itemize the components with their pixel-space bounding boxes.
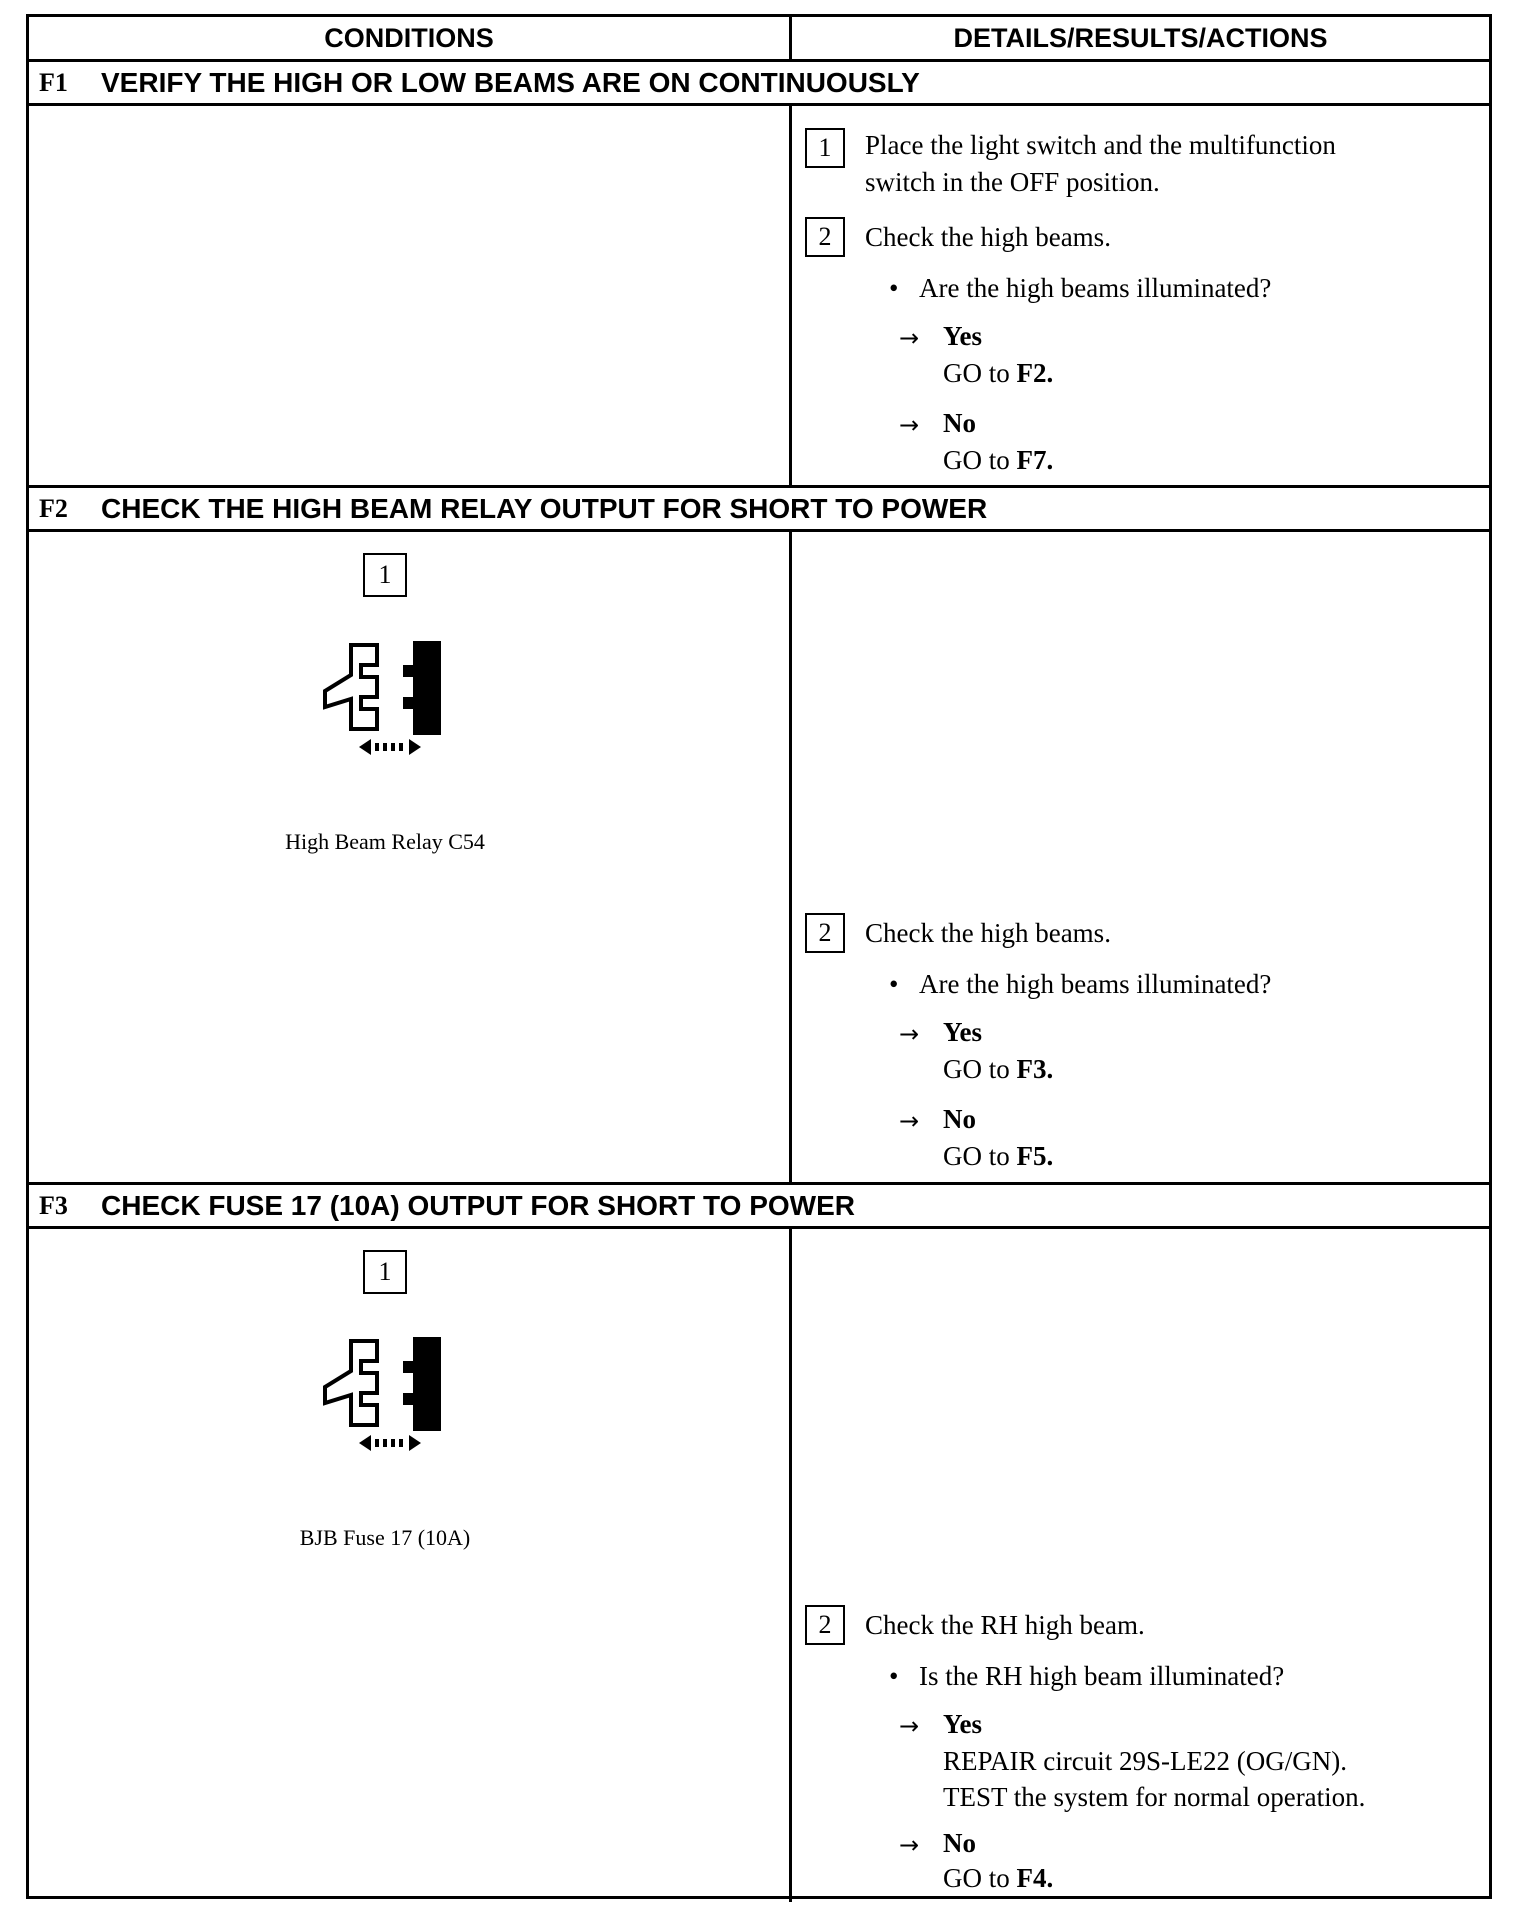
yes-action: GO to F2. — [943, 358, 1054, 388]
section-title: CHECK FUSE 17 (10A) OUTPUT FOR SHORT TO POWER — [101, 1189, 855, 1221]
section-header-f3 — [29, 1185, 1489, 1229]
no-label: No — [943, 1104, 976, 1134]
step-number-box: 2 — [805, 217, 845, 257]
step-number-box: 2 — [805, 913, 845, 953]
question-text: Is the RH high beam illuminated? — [919, 1661, 1285, 1691]
step-text: Check the high beams. — [865, 222, 1111, 252]
column-divider — [789, 17, 792, 62]
conditions-header: CONDITIONS — [324, 22, 494, 53]
arrow-right-icon: → — [899, 1107, 920, 1135]
column-divider — [789, 532, 792, 1185]
section-id: F3 — [39, 1190, 68, 1220]
no-action: GO to F7. — [943, 445, 1054, 475]
arrow-right-icon: → — [899, 1020, 920, 1048]
section-header-f2 — [29, 488, 1489, 532]
bullet-icon: • — [889, 1661, 899, 1691]
step-number-box: 1 — [363, 1250, 407, 1294]
section-id: F2 — [39, 493, 68, 523]
yes-label: Yes — [943, 1017, 982, 1047]
yes-label: Yes — [943, 321, 982, 351]
connector-disconnect-icon — [315, 1331, 455, 1455]
question-text: Are the high beams illuminated? — [919, 969, 1272, 999]
yes-action: GO to F3. — [943, 1054, 1054, 1084]
section-title: CHECK THE HIGH BEAM RELAY OUTPUT FOR SHORT TO POWER — [101, 492, 988, 524]
step-number-box: 1 — [363, 553, 407, 597]
connector-disconnect-icon — [315, 635, 455, 759]
bullet-icon: • — [889, 969, 899, 999]
arrow-right-icon: → — [899, 411, 920, 439]
figure-caption: BJB Fuse 17 (10A) — [299, 1525, 471, 1550]
step-text: Check the RH high beam. — [865, 1610, 1145, 1640]
section-title: VERIFY THE HIGH OR LOW BEAMS ARE ON CONTINUOUSLY — [101, 66, 920, 98]
details-header: DETAILS/RESULTS/ACTIONS — [953, 22, 1328, 53]
no-action: GO to F5. — [943, 1141, 1054, 1171]
step-text: Place the light switch and the multifunction switch in the OFF position. — [865, 130, 1336, 197]
section-header-f1 — [29, 62, 1489, 106]
bullet-icon: • — [889, 273, 899, 303]
step-text: Check the high beams. — [865, 918, 1111, 948]
arrow-right-icon: → — [899, 324, 920, 352]
arrow-right-icon: → — [899, 1831, 920, 1859]
section-id: F1 — [39, 67, 68, 97]
column-divider — [789, 106, 792, 488]
no-label: No — [943, 1828, 976, 1858]
diagnostic-table — [26, 14, 1492, 1899]
yes-label: Yes — [943, 1709, 982, 1739]
column-divider — [789, 1229, 792, 1902]
question-text: Are the high beams illuminated? — [919, 273, 1272, 303]
figure-caption: High Beam Relay C54 — [285, 829, 485, 854]
no-action: GO to F4. — [943, 1863, 1054, 1893]
arrow-right-icon: → — [899, 1712, 920, 1740]
step-number-box: 1 — [805, 128, 845, 168]
step-number-box: 2 — [805, 1605, 845, 1645]
no-label: No — [943, 408, 976, 438]
yes-action: REPAIR circuit 29S-LE22 (OG/GN). TEST the system for normal operation. — [943, 1746, 1366, 1812]
